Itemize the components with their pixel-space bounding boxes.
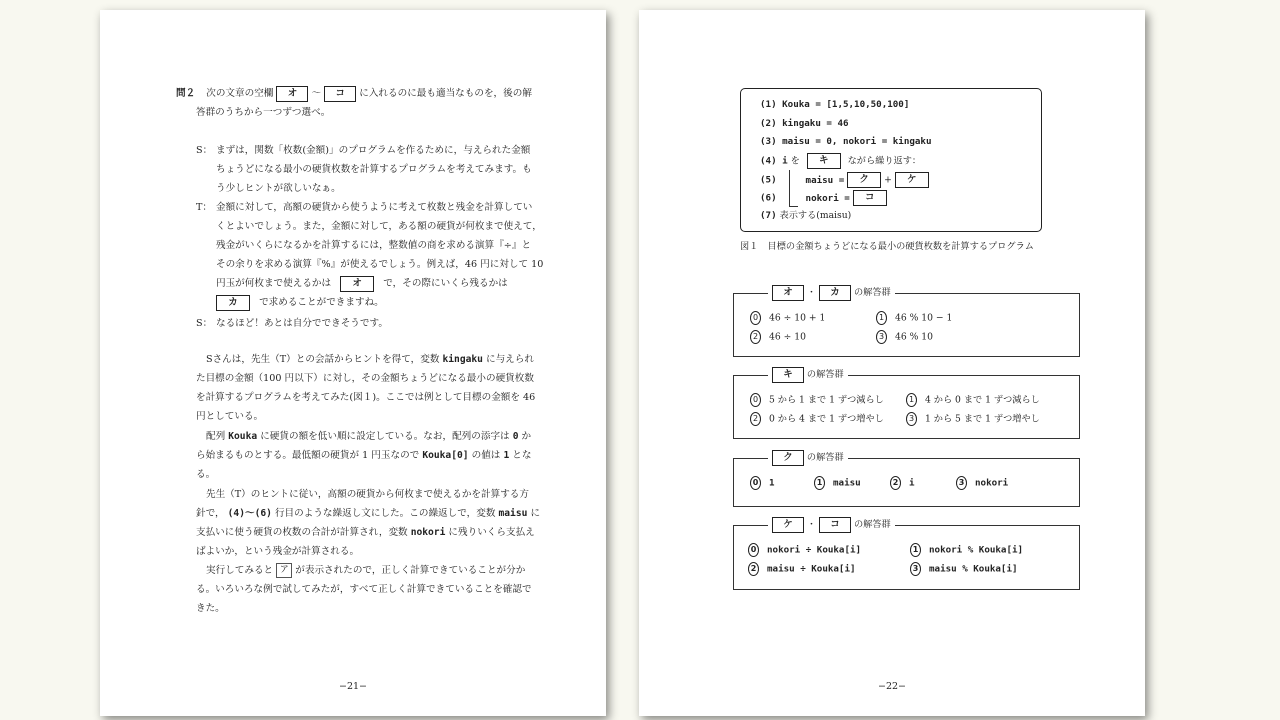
choice-number: 0 — [750, 476, 761, 490]
left-page — [100, 10, 606, 716]
choice-item[interactable] — [906, 412, 1040, 427]
figure-caption: 図１ 目標の金額ちょうどになる最小の硬貨枚数を計算するプログラム — [740, 241, 1034, 252]
choice-number: 3 — [906, 412, 917, 426]
choice-text: 4 から 0 まで 1 ずつ減らし — [925, 394, 1040, 406]
body-p4-line1 — [206, 561, 525, 580]
code-kouka: Kouka — [228, 431, 258, 442]
choice-item[interactable] — [956, 476, 1008, 491]
dialogue-s1-label: S： — [196, 145, 213, 156]
dialogue-s1-line2: ちょうどになる最小の硬貨枚数を計算するプログラムを考えてみます。も — [216, 164, 532, 175]
group-label: の解答群 — [853, 519, 891, 530]
code-line-7 — [760, 209, 851, 223]
body-p1-line4: 円としている。 — [196, 411, 264, 422]
body-p1-line2: た目標の金額（100 円以下）に対し，その金額ちょうどになる最小の硬貨枚数 — [196, 373, 534, 384]
group-label: の解答群 — [853, 287, 891, 298]
blank-ke: ケ — [895, 172, 929, 188]
choice-text: nokori % Kouka[i] — [929, 544, 1024, 556]
body-p1-line1a: Sさんは，先生（T）との会話からヒントを得て，変数 — [206, 354, 440, 365]
question-number: 問２ — [176, 88, 196, 99]
answer-group-o-ka — [733, 286, 1080, 357]
code-line-5-var: maisu = — [805, 174, 845, 186]
body-p2-line1c: か — [521, 431, 532, 442]
body-p4-line3: きた。 — [196, 603, 225, 614]
body-p3-line3a: 支払いに使う硬貨の枚数の合計が計算され，変数 — [196, 527, 408, 538]
body-p1-line1 — [206, 350, 534, 369]
answer-group-ke-ko — [733, 518, 1080, 590]
choice-number: 3 — [956, 476, 967, 490]
blank-ko-code: コ — [853, 190, 887, 206]
code-line-5 — [760, 172, 929, 188]
body-p4-line1b: が表示されたので，正しく計算できていることが分か — [295, 565, 526, 576]
choice-item[interactable] — [750, 330, 806, 345]
dialogue-t-line6 — [216, 293, 384, 312]
code-line-4 — [760, 153, 921, 169]
code-nokori: nokori — [410, 527, 446, 538]
choice-item[interactable] — [906, 393, 1040, 408]
body-p2-line2 — [196, 446, 531, 465]
choice-text: maisu ÷ Kouka[i] — [767, 563, 856, 575]
dialogue-s1-line1: まずは，関数「枚数(金額)」のプログラムを作るために，与えられた金額 — [216, 145, 531, 156]
blank-ka-inline: カ — [216, 295, 250, 311]
choice-item[interactable] — [876, 311, 952, 326]
code-line-4-end: ながら繰り返す： — [847, 155, 922, 167]
code-line-7-num: (7) — [760, 210, 777, 221]
choice-text: 1 — [769, 477, 775, 489]
loop-bracket — [789, 170, 798, 207]
choice-item[interactable] — [890, 476, 915, 491]
answer-group-ke-ko-header — [768, 516, 895, 533]
group-label: の解答群 — [806, 452, 844, 463]
body-p3-line1: 先生（T）のヒントに従い，高額の硬貨から何枚まで使えるかを計算する方 — [206, 489, 529, 500]
dialogue-t-line5b: で，その際にいくら残るかは — [383, 278, 508, 289]
dialogue-t-line1: 金額に対して，高額の硬貨から使うように考えて枚数と残金を計算してい — [216, 202, 533, 213]
code-maisu: maisu — [498, 508, 528, 519]
answer-group-ki-header — [768, 366, 848, 383]
body-p2-line3: る。 — [196, 469, 216, 480]
choice-number: 2 — [890, 476, 901, 490]
body-p2-line2a: ら始まるものとする。最低額の硬貨が 1 円玉なので — [196, 450, 420, 461]
group-box-ka: カ — [819, 285, 851, 301]
choice-text: maisu — [833, 477, 861, 489]
choice-number: 0 — [750, 311, 761, 325]
blank-o-inline: オ — [340, 276, 374, 292]
body-p3-line2c: に — [530, 508, 541, 519]
dialogue-t-line4: その余りを求める演算『%』が使えるでしょう。例えば，46 円に対して 10 — [216, 259, 544, 270]
body-p2-line1 — [206, 427, 531, 446]
choice-number: 2 — [748, 562, 759, 576]
right-page — [639, 10, 1145, 716]
group-box-ku: ク — [772, 450, 804, 466]
code-line-6 — [760, 190, 887, 206]
group-box-ki: キ — [772, 367, 804, 383]
body-p2-line2c: とな — [512, 450, 532, 461]
choice-text: maisu % Kouka[i] — [929, 563, 1018, 575]
code-line-4-num: (4) i — [760, 155, 788, 167]
choice-number: 0 — [748, 543, 759, 557]
choice-text: 5 から 1 まで 1 ずつ減らし — [769, 394, 884, 406]
body-p1-line1b: に与えられ — [486, 354, 534, 365]
choice-text: nokori — [975, 477, 1009, 489]
page-number-right: −22− — [877, 681, 906, 692]
question-text-after: に入れるのに最も適当なものを，後の解 — [359, 88, 532, 99]
choice-text: 1 から 5 まで 1 ずつ増やし — [925, 413, 1040, 425]
question-line2: 答群のうちから一つずつ選べ。 — [196, 107, 331, 118]
group-separator: ・ — [806, 287, 817, 298]
code-line-3: (3) maisu = 0, nokori = kingaku — [760, 136, 932, 147]
choice-text: i — [909, 477, 915, 489]
choice-text: 46 % 10 − 1 — [895, 312, 953, 324]
choice-item[interactable] — [876, 330, 933, 345]
code-lines-4-6: (4)～(6) — [227, 508, 272, 519]
choice-number: 1 — [910, 543, 921, 557]
tilde: ～ — [311, 88, 322, 99]
dialogue-s2-label: S： — [196, 318, 213, 329]
dialogue-t-line5 — [216, 274, 508, 293]
question-heading — [176, 84, 532, 103]
group-label: の解答群 — [806, 369, 844, 380]
code-line-5-plus: + — [884, 174, 892, 186]
code-line-4-mid: を — [790, 155, 800, 167]
answer-group-o-ka-header — [768, 284, 895, 301]
choice-item[interactable] — [748, 562, 856, 577]
body-p3-line3b: に残りいくら支払え — [448, 527, 535, 538]
body-p2-line1a: 配列 — [206, 431, 226, 442]
group-box-ko: コ — [819, 517, 851, 533]
body-p4-line2: る。いろいろな例で試してみたが，すべて正しく計算できていることを確認で — [196, 584, 532, 595]
blank-ku: ク — [847, 172, 881, 188]
choice-number: 3 — [910, 562, 921, 576]
body-p3-line2a: 針で， — [196, 508, 225, 519]
body-p2-line1b: に硬貨の額を低い順に設定している。なお，配列の添字は — [260, 431, 510, 442]
choice-text: 46 ÷ 10 + 1 — [769, 312, 826, 324]
question-text-before: 次の文章の空欄 — [206, 88, 274, 99]
code-line-5-num: (5) — [760, 174, 777, 186]
code-zero: 0 — [512, 431, 519, 442]
body-p2-line2b: の値は — [471, 450, 501, 461]
blank-o: オ — [276, 86, 308, 102]
body-p3-line3 — [196, 523, 535, 542]
choice-text: 0 から 4 まで 1 ずつ増やし — [769, 413, 884, 425]
choice-number: 3 — [876, 330, 887, 344]
choice-item[interactable] — [910, 543, 1023, 558]
choice-item[interactable] — [748, 543, 861, 558]
body-p1-line3: を計算するプログラムを考えてみた(図１)。ここでは例として目標の金額を 46 — [196, 392, 536, 403]
code-line-7-text: 表示する(maisu) — [779, 210, 852, 221]
choice-number: 1 — [906, 393, 917, 407]
group-box-ke: ケ — [772, 517, 804, 533]
choice-text: 46 % 10 — [895, 331, 933, 343]
dialogue-s1-line3: う少しヒントが欲しいなぁ。 — [216, 183, 341, 194]
answer-group-ki — [733, 368, 1080, 439]
code-line-2: (2) kingaku = 46 — [760, 118, 849, 129]
body-p4-line1a: 実行してみると — [206, 565, 274, 576]
dialogue-t-line3: 残金がいくらになるかを計算するには，整数値の商を求める演算『÷』と — [216, 240, 532, 251]
body-p3-line2 — [196, 504, 540, 523]
dialogue-t-line5a: 円玉が何枚まで使えるかは — [216, 278, 332, 289]
choice-number: 0 — [750, 393, 761, 407]
blank-ko: コ — [324, 86, 356, 102]
choice-item[interactable] — [750, 311, 825, 326]
blank-a: ア — [276, 563, 292, 578]
choice-number: 1 — [876, 311, 887, 325]
code-line-6-var: nokori = — [805, 192, 850, 204]
choice-number: 1 — [814, 476, 825, 490]
blank-ki: キ — [807, 153, 841, 169]
code-line-1: (1) Kouka = [1,5,10,50,100] — [760, 99, 910, 110]
choice-item[interactable] — [814, 476, 861, 491]
choice-item[interactable] — [750, 476, 775, 491]
dialogue-t-line6-text: で求めることができますね。 — [259, 297, 384, 308]
choice-item[interactable] — [910, 562, 1018, 577]
code-one: 1 — [503, 450, 510, 461]
choice-item[interactable] — [750, 412, 884, 427]
group-box-o: オ — [772, 285, 804, 301]
choice-text: nokori ÷ Kouka[i] — [767, 544, 862, 556]
choice-number: 2 — [750, 330, 761, 344]
dialogue-s2-line1: なるほど！あとは自分でできそうです。 — [216, 318, 388, 329]
choice-item[interactable] — [750, 393, 884, 408]
group-separator: ・ — [806, 519, 817, 530]
answer-group-ku — [733, 451, 1080, 507]
page-number-left: −21− — [338, 681, 367, 692]
choice-number: 2 — [750, 412, 761, 426]
dialogue-t-line2: くとよいでしょう。また，金額に対して，ある額の硬貨が何枚まで使えて， — [216, 221, 542, 232]
code-line-6-num: (6) — [760, 192, 777, 204]
choice-text: 46 ÷ 10 — [769, 331, 806, 343]
body-p3-line2b: 行目のような繰返し文にした。この繰返しで，変数 — [274, 508, 496, 519]
code-kouka-0: Kouka[0] — [422, 450, 469, 461]
body-p3-line4: ばよいか，という残金が計算される。 — [196, 546, 360, 557]
dialogue-t-label: T： — [196, 202, 212, 213]
code-kingaku: kingaku — [442, 354, 483, 365]
answer-group-ku-header — [768, 449, 848, 466]
